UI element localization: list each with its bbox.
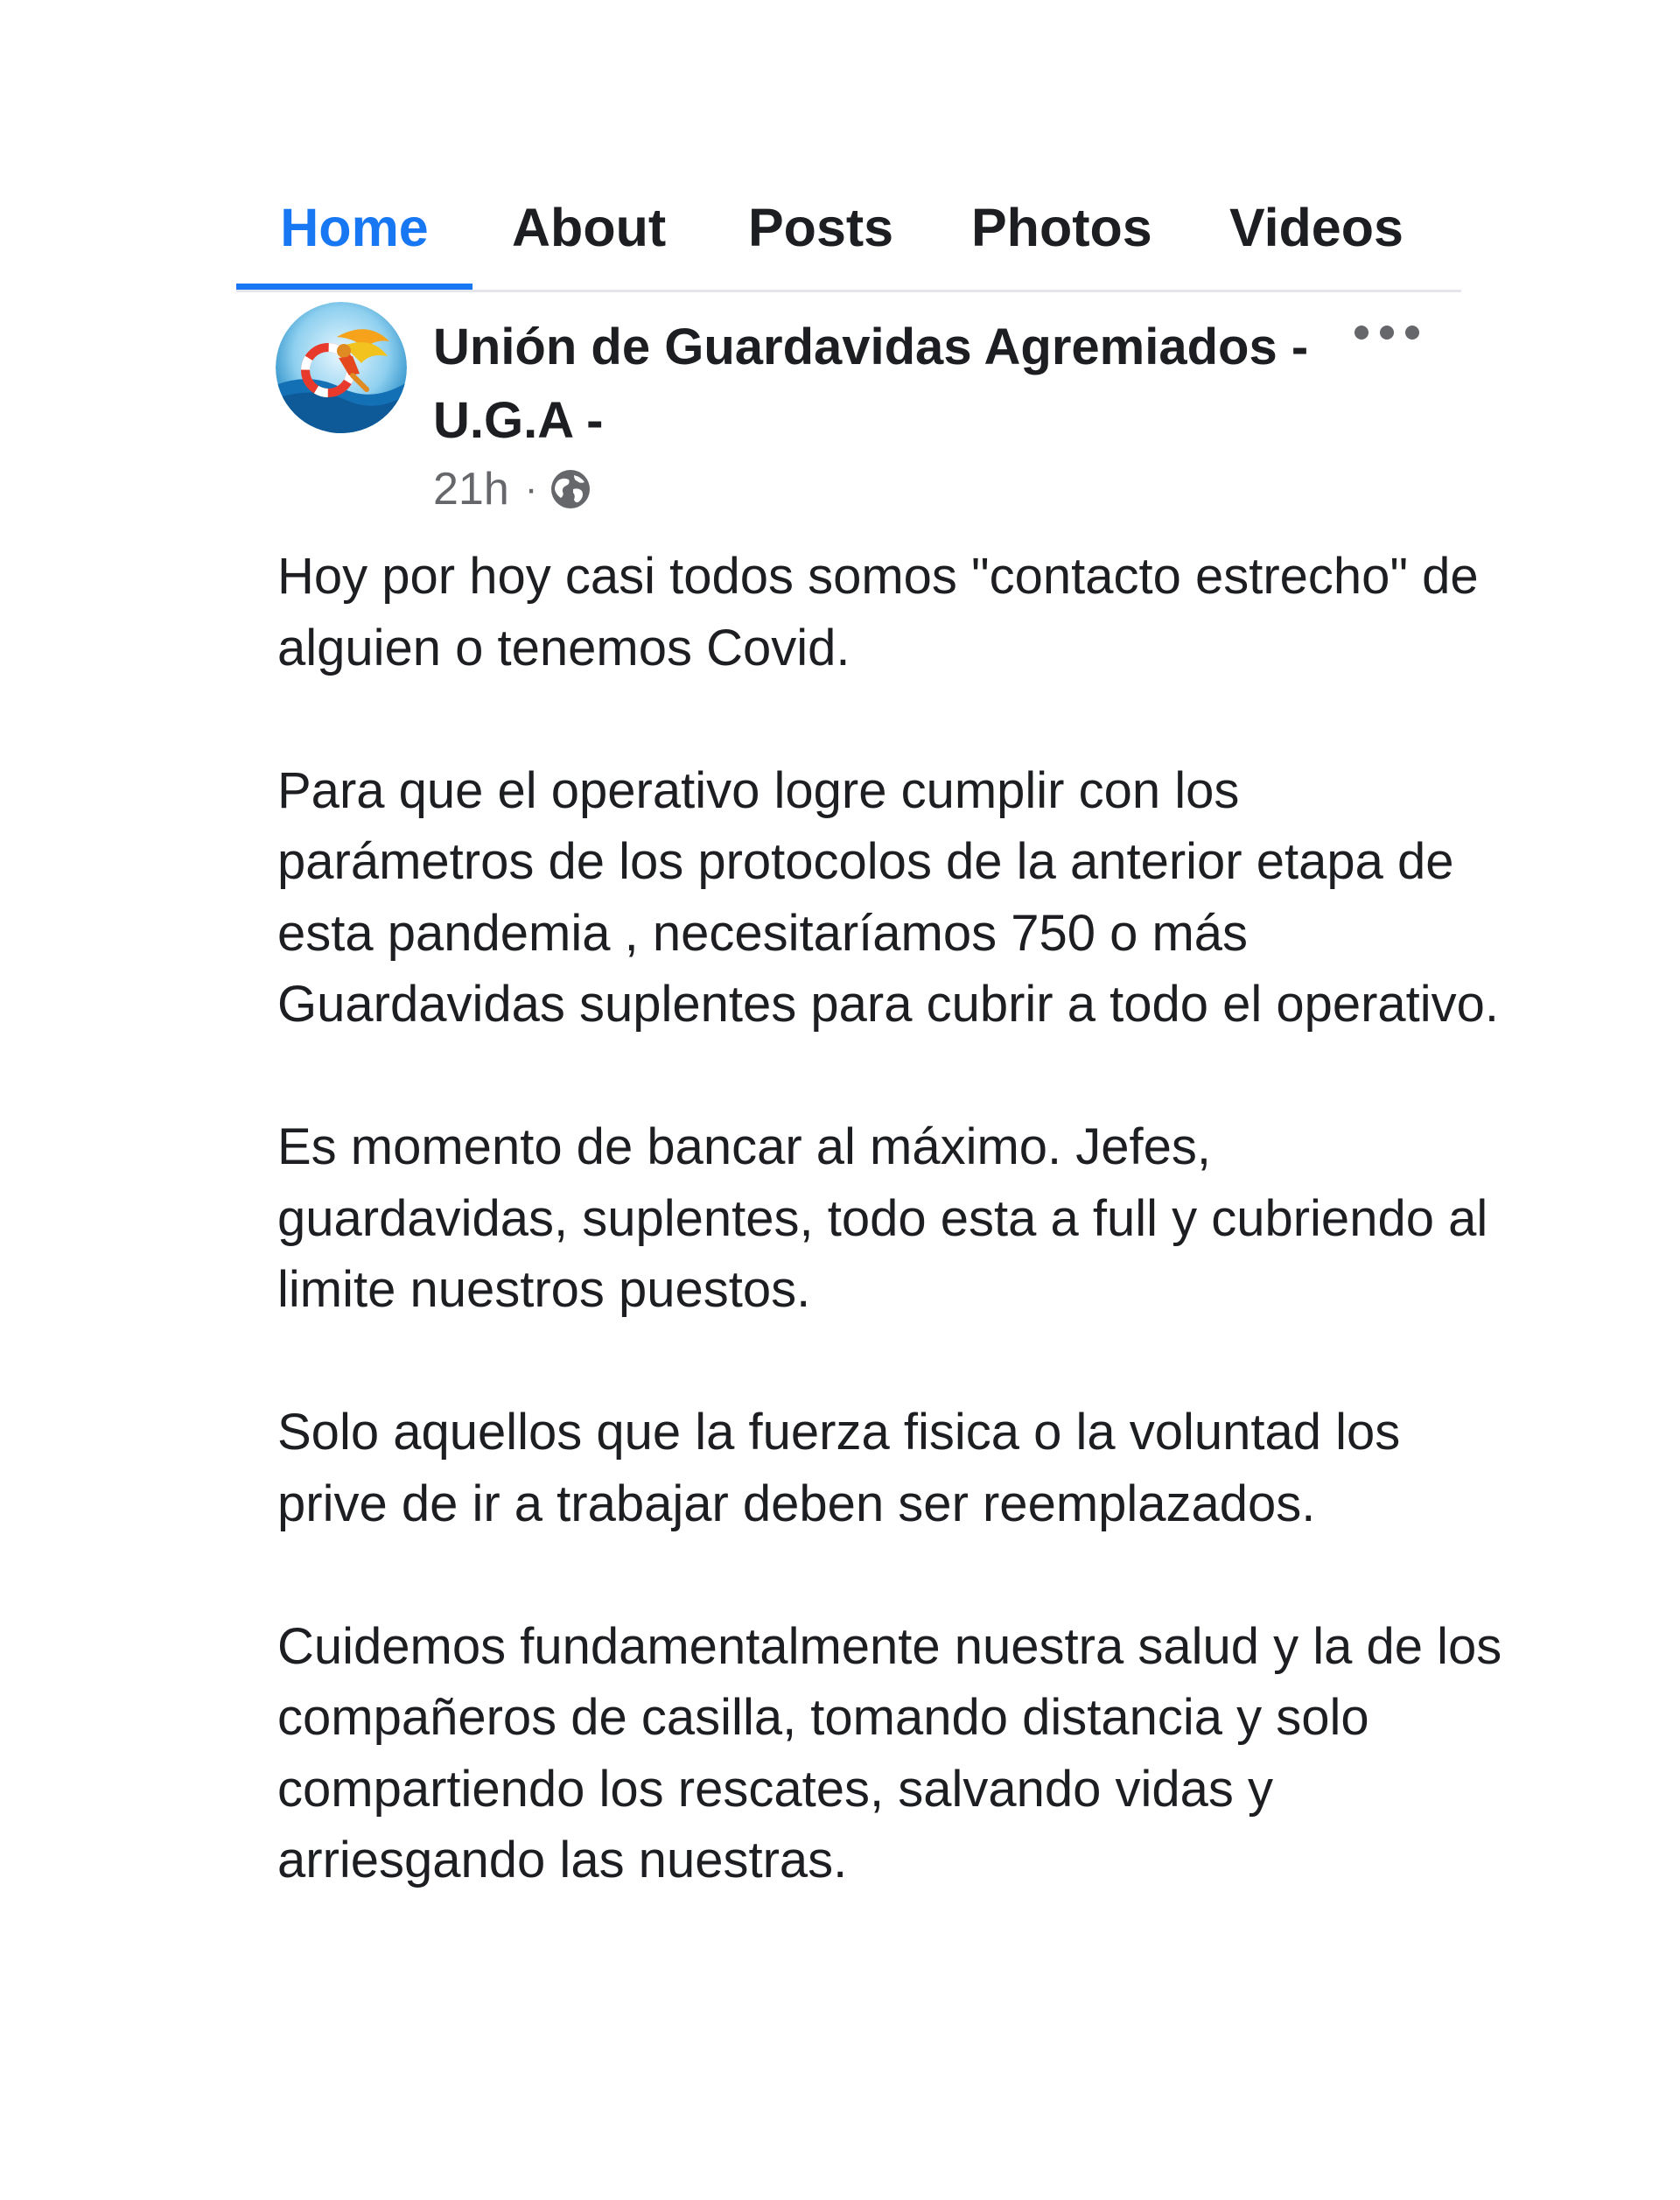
tab-photos[interactable]: Photos bbox=[971, 198, 1152, 257]
more-options-icon bbox=[1354, 326, 1368, 340]
post-paragraph: Es momento de bancar al máximo. Jefes, guardavidas, suplentes, todo esta a full y cubriendo al limite nuestros puestos. bbox=[277, 1118, 1488, 1318]
post-paragraph: Solo aquellos que la fuerza fisica o la voluntad los prive de ir a trabajar deben ser reemplazados. bbox=[277, 1404, 1401, 1532]
page-avatar[interactable] bbox=[276, 302, 407, 433]
meta-separator: · bbox=[524, 467, 538, 510]
tab-about[interactable]: About bbox=[512, 198, 667, 257]
tab-posts[interactable]: Posts bbox=[748, 198, 894, 257]
post-timestamp[interactable]: 21h bbox=[433, 464, 509, 515]
post-meta bbox=[433, 459, 592, 520]
post-paragraph: Cuidemos fundamentalmente nuestra salud y la de los compañeros de casilla, tomando distancia y solo compartiendo los rescates, salvando vidas y arriesgando las nuestras. bbox=[277, 1617, 1502, 1888]
post-text bbox=[277, 541, 1502, 1967]
page-bottom-blank bbox=[0, 1979, 1680, 2200]
page-tabs bbox=[236, 166, 1461, 292]
tab-home[interactable]: Home bbox=[236, 166, 472, 290]
post-paragraph: Para que el operativo logre cumplir con los parámetros de los protocolos de la anterior etapa de esta pandemia , necesitaríamos 750 o más Guardavidas suplentes para cubrir a todo el operativo. bbox=[277, 761, 1500, 1033]
more-options-icon bbox=[1405, 326, 1419, 340]
more-options-icon bbox=[1380, 326, 1394, 340]
tab-videos[interactable]: Videos bbox=[1229, 198, 1404, 257]
lifeguard-logo-icon bbox=[276, 302, 407, 433]
post-paragraph: Hoy por hoy casi todos somos "contacto estrecho" de alguien o tenemos Covid. bbox=[277, 548, 1479, 676]
page-name-link[interactable]: Unión de Guardavidas Agremiados - U.G.A - bbox=[433, 319, 1309, 449]
globe-icon[interactable] bbox=[550, 468, 592, 510]
more-options-button[interactable] bbox=[1354, 315, 1419, 350]
